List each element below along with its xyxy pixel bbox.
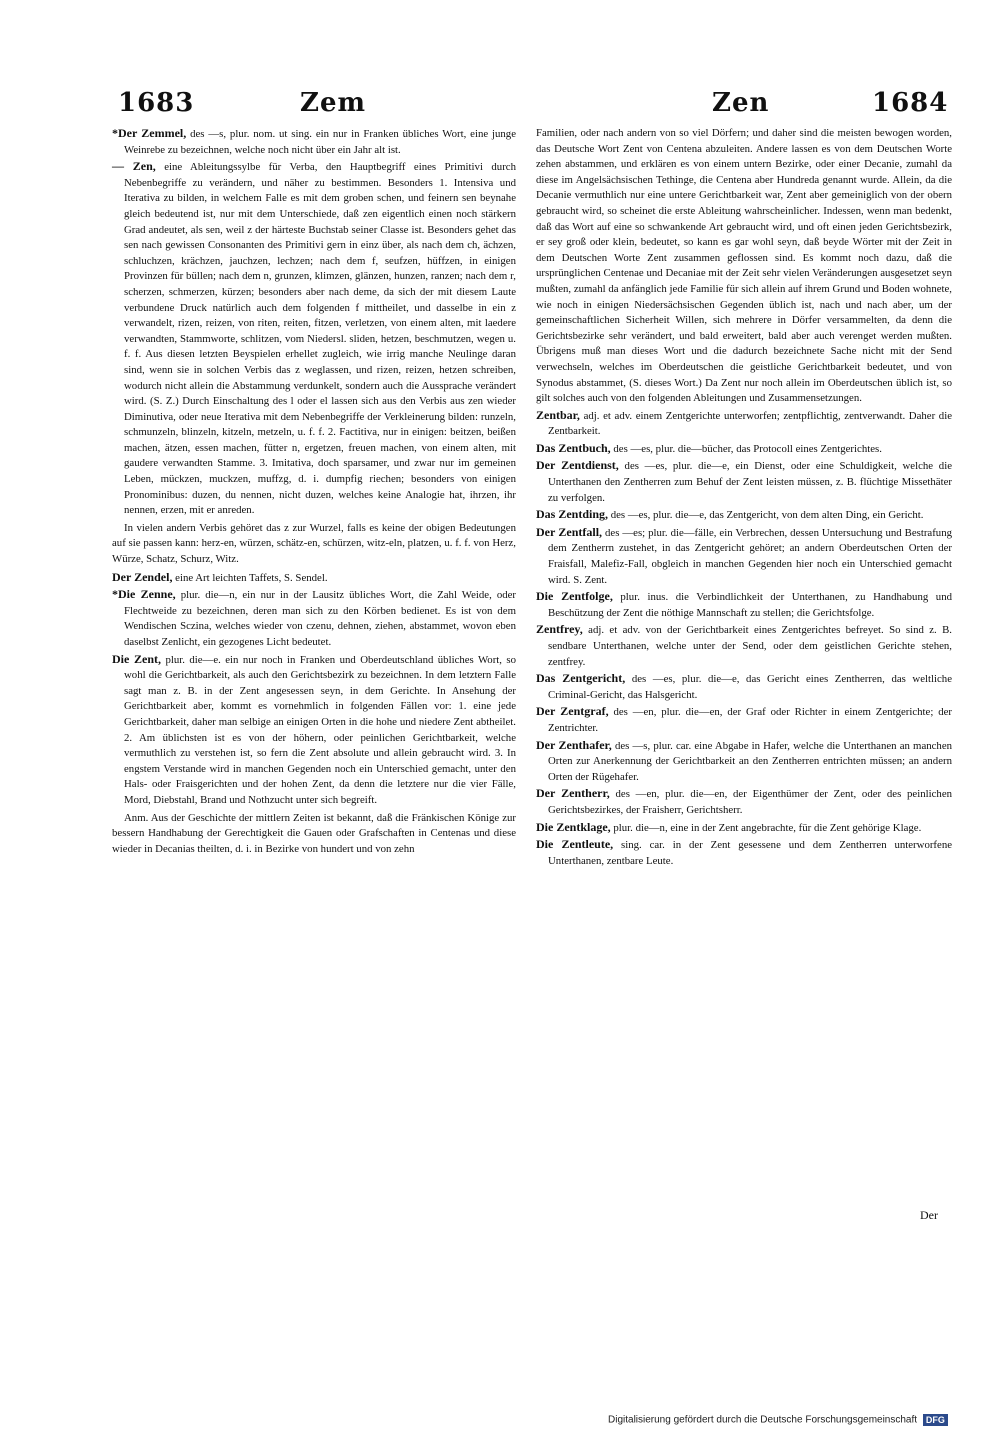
entry-headword: Die Zentfolge, <box>536 589 613 604</box>
dictionary-entry <box>536 507 952 524</box>
entry-headword: Das Zentbuch, <box>536 440 611 455</box>
dictionary-entry <box>112 159 516 519</box>
running-head-right: Zen <box>712 88 770 118</box>
entry-headword: *Der Zemmel, <box>112 126 187 140</box>
entry-definition: des —es, plur. die—e, ein Dienst, oder eine Schuldigkeit, welche die Unterthanen den Zentherren zum Behuf der Zent leisten müssen, z. B. flüchtige Missethäter zu verfolgen. <box>548 460 952 504</box>
running-head-left: Zem <box>300 88 367 118</box>
entry-definition: plur. inus. die Verbindlichkeit der Unterthanen, zu Handhabung und Beschützung der Zent die nöthige Mannschaft zu stellen; die Gerichtsfolge. <box>548 591 953 619</box>
entry-headword: Der Zentdienst, <box>536 458 619 473</box>
entry-definition: des —es, plur. die—bücher, das Protocoll eines Zentgerichtes. <box>613 442 882 455</box>
entry-definition: plur. die—n, ein nur in der Lausitz übliches Wort, die Zahl Weide, oder Flechtweide zu bezeichnen, deren man sich zu den Körben bedienet. Es ist von dem Wendischen Sczina, welches wieder von czenu, dehnen, ziehen, abstammet, wovon eben daselbst Zenlicht, ein gezogenes Licht bedeutet. <box>124 589 517 648</box>
entry-headword: Die Zent, <box>112 651 162 666</box>
entry-headword: *Die Zenne, <box>112 587 176 602</box>
entry-definition: des —s, plur. car. eine Abgabe in Hafer, welche die Unterthanen an manchen Orten zur Anerkennung der Gerichtbarkeit an den Zentherren entrichten müssen; an andern Orten der Rügehafer. <box>548 739 953 783</box>
entry-definition: des —en, plur. die—en, der Eigenthümer der Zent, oder des peinlichen Gerichtsbezirkes, der Fraisherr, Gerichtsherr. <box>548 788 953 816</box>
digitization-footer <box>608 1414 948 1426</box>
entry-definition: eine Ableitungssylbe für Verba, den Hauptbegriff eines Primitivi durch Nebenbegriffe zu verändern, und näher zu bestimmen. Besonders 1. Intensiva und Iterativa zu bilden, in welchem Falle es mit dem groben schen, und feinern sen beynahe gleich bedeutend ist, nur mit dem Unterschiede, daß zen eigentlich einen noch stärkern Grad andeutet, als sen, weil z der härteste Buchstab seiner Classe ist. Besonders gehet das sen nach gewissen Consonanten des Primitivi gern in einz über, als nach dem ch, ächzen, schluchzen, krächzen, jauchzen, lechzen; nach dem f, seufzen, hüffzen, in einigen Provinzen für büllen; nach dem n, grunzen, klimzen, glänzen, hunzen, ranzen; nach dem r, scherzen, schmerzen, kürzen; besonders aber nach deme, da sich der mit diesem Laute verbundene Druck natürlich auch dem folgenden f mittheilet, und dasselbe in ein z verwandelt, rizen, reizen, von riten, reiten, fitzen, verletzen, von einem alten, mit laedere verwandten, Stammworte, schlitzen, vom Niedersl. sliden, hetzen, beschmutzen, wegen u. f. f. Aus diesen letzten Beyspielen erhellet zugleich, wie irrig manche Neulinge daran sind, wenn sie in solchen Verbis das z weglassen, und rizen, reizen, hetzen schreiben, wodurch nicht allein die Abstammung verdunkelt, sondern auch die Aussprache verändert wird. (S. Z.) Durch Einschaltung des l oder el lassen sich aus den Verbis aus zen wieder Diminutiva, oder neue Iterativa mit dem Nebenbegriffe der Verkleinerung bilden: runzeln, schmunzeln, blinzeln, kitzeln, metzeln, u. f. f. 2. Factitiva, nur in einigen: beitzen, beißen machen, ätzen, essen machen, fütter n, ergetzen, freuen machen, von einem alten, mit gaudere verwandten Stamme. 3. Imitativa, doch sparsamer, und zwar nur im gemeinen Leben, mückzen, muckzen, muffzg, d. i. dumpfig riechen; besonders von einigen Pronominibus: duzen, du nennen, nicht duzen, welches keine Analogie hat, ihrzen, ihr nennen, erzen, mit er anreden. <box>124 161 516 517</box>
dictionary-entry <box>536 786 952 818</box>
catchword: Der <box>920 1208 938 1222</box>
entry-headword: Der Zentherr, <box>536 786 610 801</box>
entry-definition: des —es, plur. die—e, das Zentgericht, von dem alten Ding, ein Gericht. <box>610 509 924 522</box>
entry-definition: des —es; plur. die—fälle, ein Verbrechen, dessen Untersuchung und Bestrafung dem Zentherrn zustehet, in das Zentgericht gehöret; an andern Oberdeutschen Orten der Fraisfall, Malefiz-Fall, obgleich in manchen Gegenden hier noch ein Unterschied gemacht wird. S. Zent. <box>548 526 952 586</box>
page-number-left: 1683 <box>118 88 195 118</box>
entry-headword: — Zen, <box>112 159 156 174</box>
dictionary-entry <box>536 458 952 506</box>
entry-definition: des —es, plur. die—e, das Gericht eines Zentherren, das weltliche Criminal-Gericht, das Halsgericht. <box>548 673 953 701</box>
dictionary-entry <box>536 820 952 837</box>
page-number-right: 1684 <box>872 88 949 118</box>
dictionary-entry <box>112 652 516 809</box>
continued-paragraph: Familien, oder nach andern von so viel Dörfern; und daher sind die meisten bewogen worden, das Deutsche Wort Zent von Centena abzuleiten. Andere lassen es von dem Deutschen Worte zehen abstammen, und erklären es von einem untern Bezirke, oder einer Decanie, zumahl da diese im Angelsächsischen Tethinge, die Centena aber Hundreda genannt wurde. Allein, da die Decanie vermuthlich nur eine untere Gerichtbarkeit war, Zent aber gemeiniglich von der obern gebraucht wird, so scheinet die erste Ableitung wahrscheinlicher. Indessen, wenn man bedenkt, daß das Wort auf eine so schwankende Art gebraucht wird, und oft einen jeden Gerichtsbezirk, er sey groß oder klein, bedeutet, so kann es gar wohl seyn, daß beyde Wörter mit der Zeit in dem Deutschen Worte Zent zusammen geflossen sind. Es kommt noch dazu, daß die ursprünglichen Centenae und Decaniae mit der Zeit sehr vielen Veränderungen ausgesetzet seyn mußten, zumahl da anfänglich jede Familie für sich allein auf ihrem Grund und Boden wohnete, wie noch in einigen Niedersächsischen Gegenden üblich ist, nach und nach aber, um der gemeinschaftlichen Sicherheit Willen, sich mehrere in Dörfer versammelten, da denn die Gerichtsbezirke sehr verändert, und bald erweitert, bald aber auch verenget werden mußten. Übrigens muß man dieses Wort und die dadurch bezeichnete Sache nicht mit der Send verwechseln, welches im Oberdeutschen die geistliche Gerichtbarkeit bedeutet, und von Synodus abstammet, (S. dieses Wort.) Da Zent nur noch allein im Oberdeutschen üblich ist, so gilt solches auch von den folgenden Ableitungen und Zusammensetzungen. <box>536 127 952 405</box>
entry-headword: Die Zentklage, <box>536 819 611 834</box>
entry-definition: plur. die—n, eine in der Zent angebrachte, für die Zent gehörige Klage. <box>613 821 922 834</box>
dictionary-entry <box>112 126 516 158</box>
dictionary-entry <box>536 525 952 588</box>
entry-definition: adj. et adv. von der Gerichtbarkeit eines Zentgerichtes befreyet. So sind z. B. sendbare Unterthanen, welche unter der Send, oder dem geistlichen Gerichte stehen, zentfrey. <box>548 624 952 668</box>
dictionary-entry <box>536 622 952 670</box>
note-paragraph: Anm. Aus der Geschichte der mittlern Zeiten ist bekannt, daß die Fränkischen Könige zur bessern Handhabung der Gerechtigkeit die Gauen oder Grafschaften in Centenas und diese wieder in Decanias theilten, d. i. in Bezirke von hundert und von zehn <box>112 811 516 855</box>
entry-definition: des —en, plur. die—en, der Graf oder Richter in einem Zentgerichte; der Zentrichter. <box>548 706 952 734</box>
dictionary-entry <box>536 704 952 736</box>
footer-text: Digitalisierung gefördert durch die Deutsche Forschungsgemeinschaft <box>608 1414 918 1426</box>
dictionary-entry <box>112 570 516 587</box>
entry-definition: eine Art leichten Taffets, S. Sendel. <box>175 571 328 584</box>
dictionary-entry <box>536 408 952 440</box>
dictionary-entry <box>536 671 952 703</box>
entry-headword: Die Zentleute, <box>536 837 614 852</box>
entry-headword: Der Zendel, <box>112 569 173 584</box>
dictionary-entry <box>536 441 952 458</box>
entry-headword: Zentfrey, <box>536 622 583 637</box>
entry-definition: sing. car. in der Zent gesessene und dem Zentherren unterworfene Unterthanen, zentbare Leute. <box>548 839 953 867</box>
entry-definition: des —s, plur. nom. ut sing. ein nur in Franken übliches Wort, eine junge Weinrebe zu bezeichnen, welche noch nicht über ein Jahr alt ist. <box>124 128 516 156</box>
dictionary-entry <box>536 589 952 621</box>
entry-headword: Der Zenthafer, <box>536 737 612 752</box>
dictionary-entry <box>536 738 952 786</box>
right-column <box>536 126 952 870</box>
entry-definition: plur. die—e. ein nur noch in Franken und Oberdeutschland übliches Wort, so wohl die Gerichtbarkeit, als auch den Gerichtsbezirk zu bezeichnen. In dem letztern Falle sagt man z. B. in der Zent angesessen seyn, in dem Gerichte. In Ansehung der Gerichtbarkeit aber, kommt es vornehmlich in folgenden Fällen vor: 1. eine jede Gerichtbarkeit, daher man selbige an einigen Orten in die hohe und niedere Zent abtheilet. 2. Am üblichsten ist es von der höhern, oder peinlichen Gerichtbarkeit, welche vermuthlich zu verstehen ist, so fern die Zent absolute und allein gebraucht wird. 3. In engstem Verstande wird in manchen Gegenden noch ein Unterschied gemacht, unter den Hals- oder Fraisgerichten und der hohen Zent, da denn die letztere nur die vier Fälle, Mord, Diebstahl, Brand und Nothzucht unter sich begreift. <box>124 653 516 806</box>
dictionary-entry <box>112 587 516 650</box>
note-paragraph: In vielen andern Verbis gehöret das z zur Wurzel, falls es keine der obigen Bedeutungen auf sie passen kann: herz-en, würzen, schätz-en, schürzen, witz-eln, platzen, u. f. f. von Herz, Würze, Schatz, Schurz, Witz. <box>112 521 516 566</box>
entry-headword: Das Zentgericht, <box>536 671 626 686</box>
dictionary-entry <box>536 837 952 869</box>
entry-headword: Der Zentgraf, <box>536 704 609 719</box>
left-column <box>112 126 516 859</box>
entry-headword: Zentbar, <box>536 407 580 422</box>
dfg-logo: DFG <box>923 1414 948 1426</box>
entry-headword: Das Zentding, <box>536 507 609 522</box>
entry-headword: Der Zentfall, <box>536 524 603 539</box>
entry-definition: adj. et adv. einem Zentgerichte unterworfen; zentpflichtig, zentverwandt. Daher die Zentbarkeit. <box>548 409 952 438</box>
